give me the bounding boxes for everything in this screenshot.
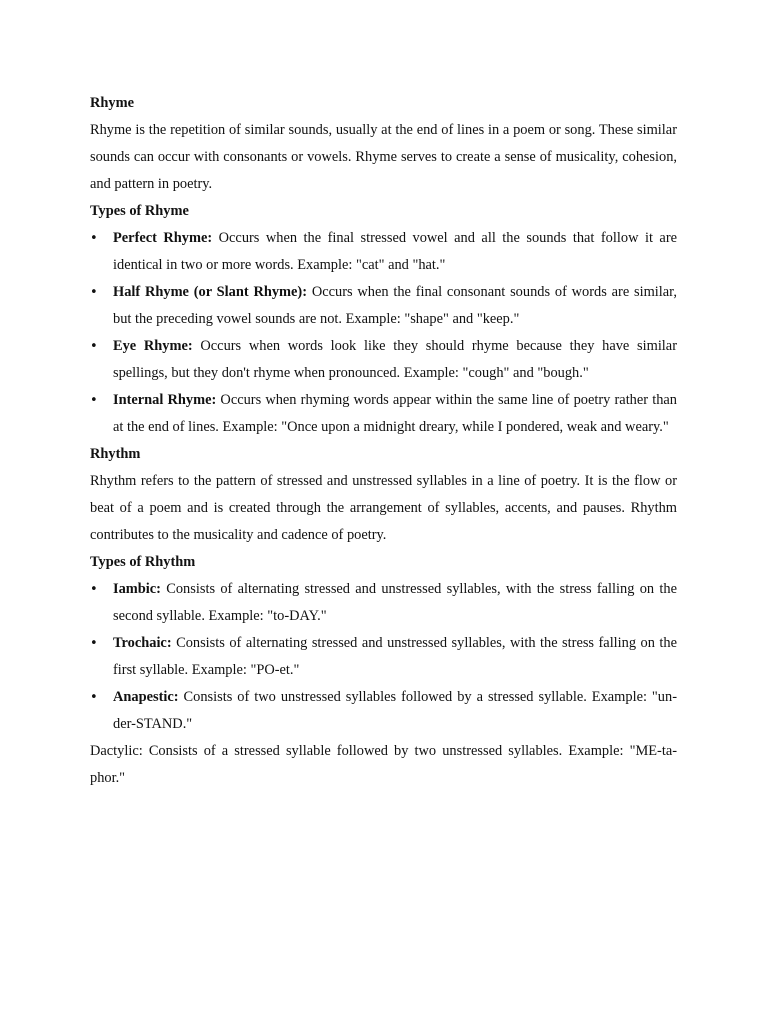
rhyme-intro: Rhyme is the repetition of similar sounds, usually at the end of lines in a poem or song. These similar sounds can occur with consonants or vowels. Rhyme serves to create a sense of musicality, cohesion, and pattern in poetry. [90, 122, 677, 192]
rhyme-heading: Rhyme [90, 95, 134, 111]
list-item [90, 684, 677, 738]
list-item [90, 576, 677, 630]
bullet-icon: • [90, 285, 98, 300]
item-text: Occurs when words look like they should rhyme because they have similar spellings, but they don't rhyme when pronounced. Example: "cough" and "bough." [113, 338, 677, 381]
rhythm-heading: Rhythm [90, 446, 141, 462]
rhythm-intro: Rhythm refers to the pattern of stressed and unstressed syllables in a line of poetry. It is the flow or beat of a poem and is created through the arrangement of syllables, accents, and pauses. Rhythm contributes to the musicality and cadence of poetry. [90, 473, 677, 543]
rhyme-types-heading: Types of Rhyme [90, 203, 189, 219]
list-item [90, 279, 677, 333]
list-item [90, 225, 677, 279]
item-term: Internal Rhyme: [113, 392, 217, 408]
list-item [90, 333, 677, 387]
rhythm-types-heading: Types of Rhythm [90, 554, 196, 570]
bullet-icon: • [90, 231, 98, 246]
list-item [90, 630, 677, 684]
dactylic-paragraph: Dactylic: Consists of a stressed syllable followed by two unstressed syllables. Example: "ME-ta-phor." [90, 743, 677, 786]
item-term: Anapestic: [113, 689, 179, 705]
item-term: Trochaic: [113, 635, 172, 651]
item-text: Consists of two unstressed syllables followed by a stressed syllable. Example: "un-der-STAND." [113, 689, 677, 732]
rhythm-types-list [90, 576, 677, 738]
rhyme-types-list [90, 225, 677, 441]
item-text: Consists of alternating stressed and unstressed syllables, with the stress falling on the second syllable. Example: "to-DAY." [113, 581, 677, 624]
item-term: Iambic: [113, 581, 161, 597]
bullet-icon: • [90, 582, 98, 597]
item-text: Consists of alternating stressed and unstressed syllables, with the stress falling on the first syllable. Example: "PO-et." [113, 635, 677, 678]
item-term: Eye Rhyme: [113, 338, 193, 354]
bullet-icon: • [90, 690, 98, 705]
bullet-icon: • [90, 393, 98, 408]
bullet-icon: • [90, 636, 98, 651]
list-item [90, 387, 677, 441]
item-term: Perfect Rhyme: [113, 230, 213, 246]
bullet-icon: • [90, 339, 98, 354]
item-text: Occurs when the final consonant sounds of words are similar, but the preceding vowel sounds are not. Example: "shape" and "keep." [113, 284, 677, 327]
item-text: Occurs when rhyming words appear within the same line of poetry rather than at the end of lines. Example: "Once upon a midnight dreary, while I pondered, weak and weary." [113, 392, 677, 435]
document-page [90, 90, 677, 792]
item-text: Occurs when the final stressed vowel and all the sounds that follow it are identical in two or more words. Example: "cat" and "hat." [113, 230, 677, 273]
item-term: Half Rhyme (or Slant Rhyme): [113, 284, 308, 300]
